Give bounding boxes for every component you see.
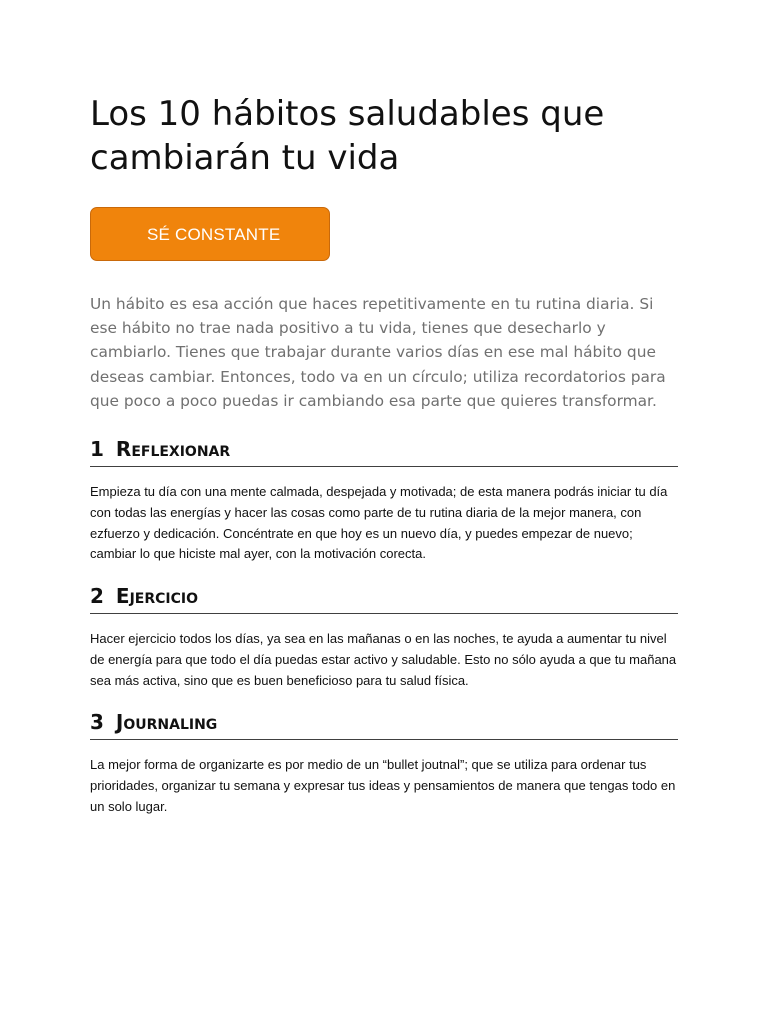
section-heading [90,709,678,740]
se-constante-button[interactable]: SÉ CONSTANTE [90,207,330,261]
section-title: Ejercicio [115,584,199,608]
document-title: Los 10 hábitos saludables que cambiarán tu vida [90,94,605,178]
section-title: Journaling [115,710,218,734]
section-reflexionar [90,436,678,565]
section-number: 3 [90,710,104,734]
intro-paragraph: Un hábito es esa acción que haces repetitivamente en tu rutina diaria. Si ese hábito no trae nada positivo a tu vida, tienes que desecharlo y cambiarlo. Tienes que trabajar durante varios días en ese mal hábito que deseas cambiar. Entonces, todo va en un círculo; utiliza recordatorios para que poco a poco puedas ir cambiando esa parte que quieres transformar. [90,295,666,410]
section-number: 1 [90,437,104,461]
section-journaling [90,709,678,817]
section-heading [90,436,678,467]
section-number: 2 [90,584,104,608]
section-heading [90,583,678,614]
section-body: Empieza tu día con una mente calmada, despejada y motivada; de esta manera podrás iniciar tu día con todas las energías y hacer las cosas como parte de tu rutina diaria de la mejor manera, con ezfuerzo y dedicación. Concéntrate en que hoy es un nuevo día, y puedes empezar de nuevo; cambiar lo que hiciste mal ayer, con la motivación corecta. [90,484,668,562]
section-body: La mejor forma de organizarte es por medio de un “bullet joutnal”; que se utiliza para ordenar tus prioridades, organizar tu semana y expresar tus ideas y pensamientos de manera que tengas todo en un solo lugar. [90,757,676,814]
section-title: Reflexionar [115,437,231,461]
section-ejercicio [90,583,678,691]
section-body: Hacer ejercicio todos los días, ya sea en las mañanas o en las noches, te ayuda a aumentar tu nivel de energía para que todo el día puedas estar activo y saludable. Esto no sólo ayuda a que tu mañana sea más activa, sino que es buen beneficioso para tu salud física. [90,631,677,688]
